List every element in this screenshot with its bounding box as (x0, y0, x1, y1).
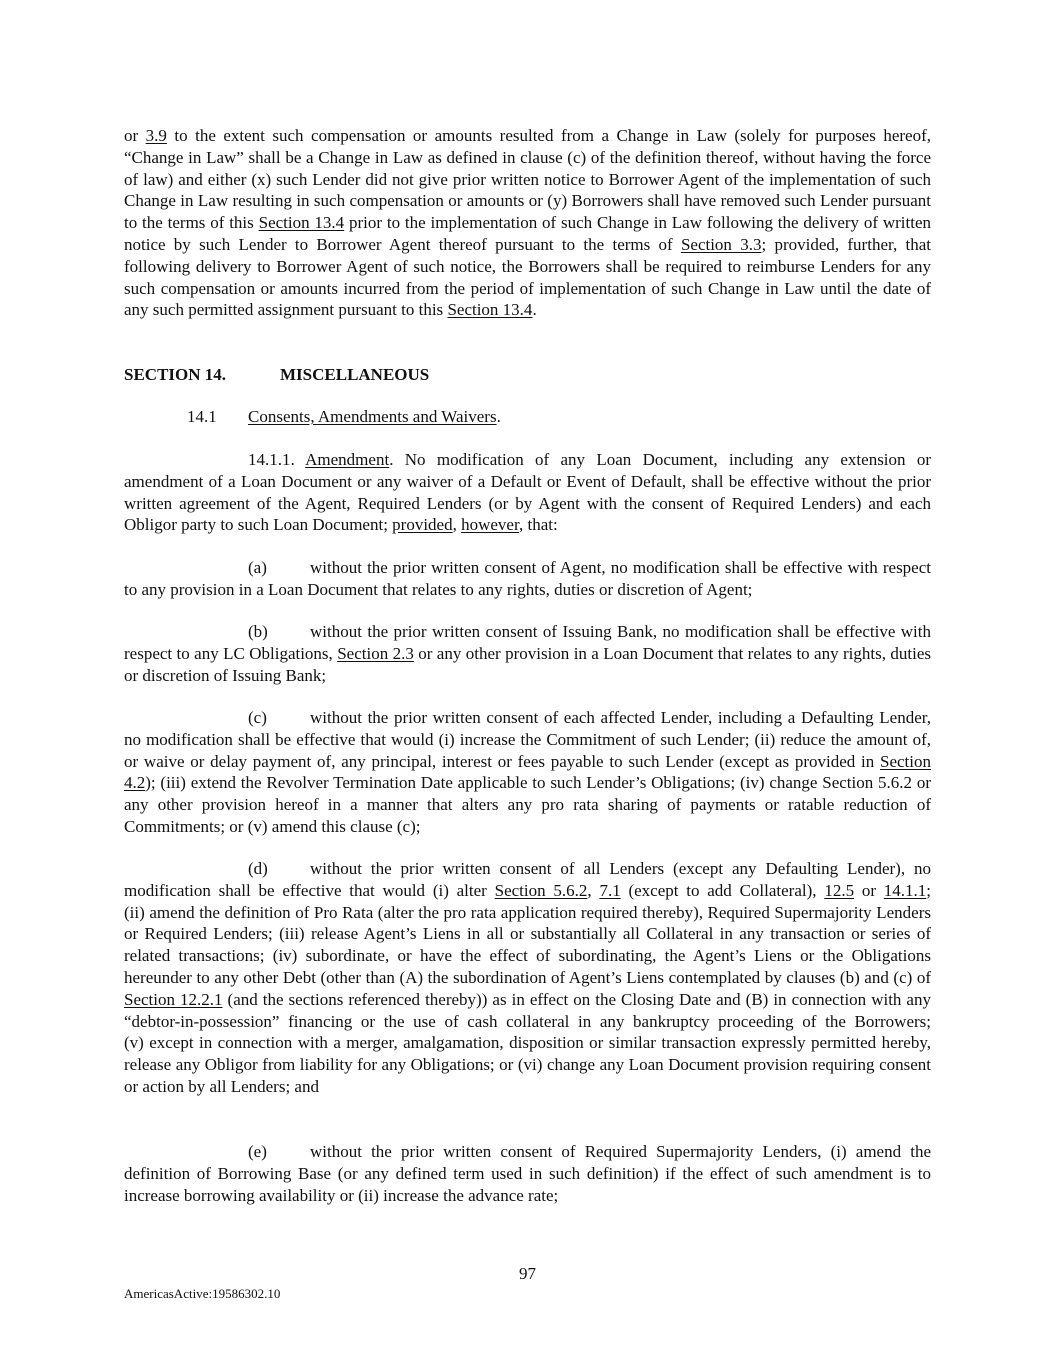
text-run: . (532, 300, 537, 320)
text-run: ); (iii) extend the Revolver Termination Date applicable to such Lender’s Obligations; (iv) change Section 5.6.2 or any other provision hereof in a manner that alters any pro rata sharing of payments or ratable reduction of Commitments; or (v) amend this clause (c); (124, 773, 931, 836)
text-run: . (496, 407, 501, 426)
section-title: MISCELLANEOUS (280, 365, 430, 384)
section-heading (124, 364, 429, 386)
clause-d (124, 858, 931, 1098)
text-run: ; provided, further, that following delivery to Borrower Agent of such notice, the Borrowers shall be required to reimburse Lenders for any such compensation or amounts incurred from the period of implementation of such Change in Law until the date of any such permitted assignment pursuant to this (124, 234, 931, 320)
text-run: without the prior written consent of Agent, no modification shall be effective with respect to any provision in a Loan Document that relates to any rights, duties or discretion of Agent; (124, 558, 931, 599)
text-run: (except to add Collateral), (620, 880, 825, 900)
text-run: , (452, 515, 462, 535)
clause-c (124, 707, 931, 838)
section-reference: Section 13.4 (447, 300, 533, 320)
amendment-title: Amendment (305, 450, 390, 469)
clause-a (124, 557, 931, 601)
text-run: ; (ii) amend the definition of Pro Rata (alter the pro rata application required thereby), Required Supermajority Lenders or Required Lenders; (iii) release Agent’s Liens in all or substantially all Collateral in any transaction or series of related transactions; (iv) subordinate, or have the effect of subordinating, the Agent’s Liens or the Obligations hereunder to any other Debt (other than (A) the subordination of Agent’s Liens contemplated by clauses (b) and (c) of (124, 880, 932, 987)
continuation-paragraph (124, 125, 931, 321)
clause-b (124, 621, 931, 686)
section-reference: Section 13.4 (258, 213, 345, 233)
text-run: or (124, 126, 146, 145)
text-run: without the prior written consent of all Lenders (except any Defaulting Lender), no modification shall be effective that would (i) alter (124, 859, 931, 900)
section-reference: 12.5 (824, 880, 855, 900)
text-run: without the prior written consent of Issuing Bank, no modification shall be effective with respect to any LC Obligations, (124, 622, 931, 663)
amendment-paragraph (124, 449, 931, 536)
section-reference: Section 12.2.1 (124, 989, 223, 1009)
page-number: 97 (519, 1264, 536, 1283)
subsection-number: 14.1 (187, 407, 217, 426)
section-reference: Section 2.3 (337, 643, 414, 663)
text-run: or any other provision in a Loan Document that relates to any rights, duties or discretion of Issuing Bank; (124, 643, 931, 685)
section-reference: 3.9 (145, 126, 167, 145)
clause-label: (e) (248, 1142, 267, 1161)
text-run: without the prior written consent of Required Supermajority Lenders, (i) amend the definition of Borrowing Base (or any defined term used in such definition) if the effect of such amendment is to increase borrowing availability or (ii) increase the advance rate; (124, 1142, 931, 1205)
clause-label: (c) (248, 708, 267, 727)
section-reference: 14.1.1 (883, 880, 927, 900)
text-run: . No modification of any Loan Document, including any extension or amendment of a Loan Document or any waiver of a Default or Event of Default, shall be effective without the prior written agreement of the Agent, Required Lenders (or by Agent with the consent of Required Lenders) and each Obligor party to such Loan Document; (124, 450, 932, 535)
clause-label: (b) (248, 622, 268, 641)
text-run: prior to the implementation of such Change in Law following the delivery of written notice by such Lender to Borrower Agent thereof pursuant to the terms of (124, 213, 932, 254)
clause-label: (a) (248, 558, 267, 577)
document-id: AmericasActive:19586302.10 (124, 1286, 281, 1301)
text-run: to the extent such compensation or amounts resulted from a Change in Law (solely for purposes hereof, “Change in Law” shall be a Change in Law as defined in clause (c) of the definition thereof, without having the force of law) and either (x) such Lender did not give prior written notice to Borrower Agent of the implementation of such Change in Law resulting in such compensation or amounts or (y) Borrowers shall have removed such Lender pursuant to the terms of this (124, 126, 931, 233)
section-reference: Section 4.2 (124, 751, 931, 793)
text-run: (and the sections referenced thereby)) as in effect on the Closing Date and (B) in connection with any “debtor-in-possession” financing or the use of cash collateral in any bankruptcy proceeding of the Borrowers; (v) except in connection with a merger, amalgamation, disposition or similar transaction expressly permitted hereby, release any Obligor from liability for any Obligations; or (vi) change any Loan Document provision requiring consent or action by all Lenders; and (124, 989, 931, 1096)
section-number: SECTION 14. (124, 365, 227, 384)
section-reference: Section 5.6.2 (494, 880, 588, 900)
provided-term: provided (392, 515, 453, 535)
section-reference: 7.1 (599, 880, 621, 900)
text-run: or (854, 880, 884, 900)
text-run: without the prior written consent of each affected Lender, including a Defaulting Lender, no modification shall be effective that would (i) increase the Commitment of such Lender; (ii) reduce the amount of, or waive or delay payment of, any principal, interest or fees payable to such Lender (except as provided in (124, 708, 931, 771)
clause-e (124, 1141, 931, 1206)
section-reference: Section 3.3 (680, 234, 762, 254)
subsection-title: Consents, Amendments and Waivers (248, 407, 497, 426)
text-run: , (587, 880, 600, 900)
amendment-number: 14.1.1. (248, 450, 295, 469)
subsection-heading (187, 406, 501, 428)
text-run: , that: (518, 515, 558, 535)
clause-label: (d) (248, 859, 268, 878)
however-term: however (461, 515, 519, 535)
